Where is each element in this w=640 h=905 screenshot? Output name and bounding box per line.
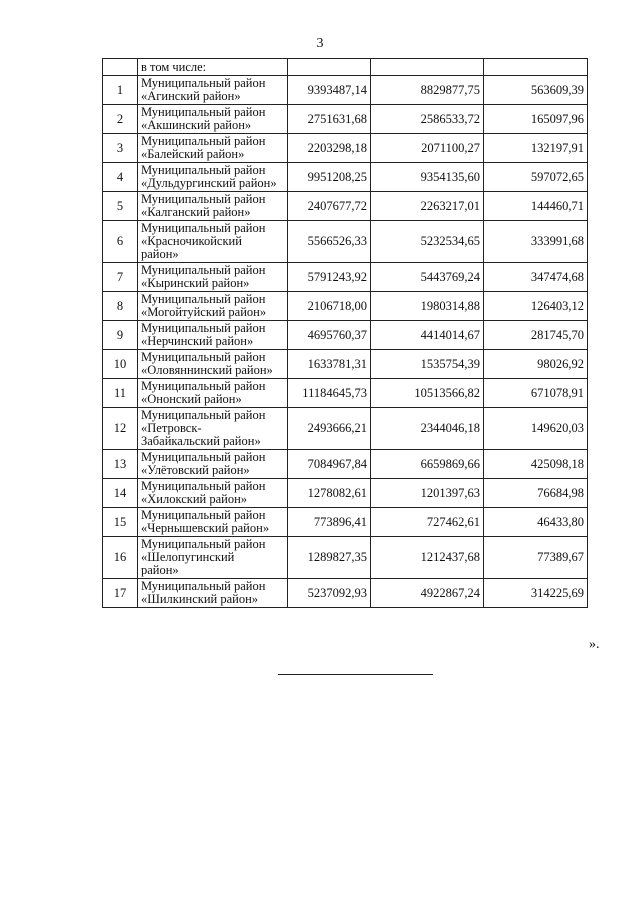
district-name-cell [138,579,288,608]
district-name-line: Муниципальный район [141,105,266,119]
district-name-line: «Ононский район» [141,392,242,406]
district-name-cell [138,350,288,379]
district-name-cell [138,221,288,263]
district-name-line: Муниципальный район [141,408,266,422]
district-name-line: «Хилокский район» [141,492,248,506]
district-name-cell [138,537,288,579]
table-row [103,134,588,163]
row-number: 4 [103,163,138,192]
amount-part-2: 165097,96 [484,105,588,134]
amount-part-1: 2344046,18 [371,408,484,450]
district-name-line: «Шелопугинский [141,550,235,564]
amount-total: 773896,41 [288,508,371,537]
district-name-line: Муниципальный район [141,221,266,235]
district-name-line: «Балейский район» [141,147,245,161]
row-number: 6 [103,221,138,263]
district-name-cell [138,263,288,292]
table-row [103,105,588,134]
district-name-line: Муниципальный район [141,350,266,364]
district-name-line: Муниципальный район [141,134,266,148]
row-number: 14 [103,479,138,508]
district-name-line: «Петровск- [141,421,202,435]
row-number: 9 [103,321,138,350]
amount-part-1: 9354135,60 [371,163,484,192]
table-header-row [103,59,588,76]
row-number: 8 [103,292,138,321]
header-num-cell [103,59,138,76]
closing-mark: ». [589,637,600,652]
row-number: 17 [103,579,138,608]
district-name-line: «Улётовский район» [141,463,250,477]
amount-part-1: 10513566,82 [371,379,484,408]
district-name-line: «Оловяннинский район» [141,363,273,377]
amount-total: 1289827,35 [288,537,371,579]
amount-part-1: 2586533,72 [371,105,484,134]
district-name-line: Забайкальский район» [141,434,261,448]
amount-part-1: 4414014,67 [371,321,484,350]
amount-part-2: 671078,91 [484,379,588,408]
row-number: 2 [103,105,138,134]
district-name-line: «Шилкинский район» [141,592,259,606]
table-row [103,321,588,350]
table-row [103,537,588,579]
amount-part-2: 347474,68 [484,263,588,292]
amount-total: 4695760,37 [288,321,371,350]
amount-part-1: 1535754,39 [371,350,484,379]
table-row [103,379,588,408]
row-number: 13 [103,450,138,479]
district-name-line: Муниципальный район [141,537,266,551]
table-row [103,76,588,105]
table-row [103,292,588,321]
district-name-cell [138,76,288,105]
amount-part-1: 5443769,24 [371,263,484,292]
district-name-line: Муниципальный район [141,292,266,306]
district-name-line: Муниципальный район [141,579,266,593]
table-row [103,221,588,263]
amount-part-2: 126403,12 [484,292,588,321]
amount-part-1: 4922867,24 [371,579,484,608]
district-name-line: район» [141,563,179,577]
amount-part-1: 2071100,27 [371,134,484,163]
district-name-line: Муниципальный район [141,508,266,522]
table-row [103,163,588,192]
district-name-cell [138,292,288,321]
row-number: 15 [103,508,138,537]
district-name-cell [138,379,288,408]
district-name-line: «Акшинский район» [141,118,252,132]
row-number: 7 [103,263,138,292]
amount-part-2: 77389,67 [484,537,588,579]
district-name-line: «Чернышевский район» [141,521,270,535]
amount-part-2: 46433,80 [484,508,588,537]
district-name-cell [138,163,288,192]
district-name-line: «Кыринский район» [141,276,250,290]
amount-part-2: 333991,68 [484,221,588,263]
district-name-line: Муниципальный район [141,479,266,493]
amount-total: 9393487,14 [288,76,371,105]
amount-part-2: 98026,92 [484,350,588,379]
amount-part-1: 1201397,63 [371,479,484,508]
header-v2-cell [371,59,484,76]
amount-total: 2493666,21 [288,408,371,450]
header-label-cell: в том числе: [138,59,288,76]
row-number: 11 [103,379,138,408]
amount-part-2: 597072,65 [484,163,588,192]
amount-part-1: 727462,61 [371,508,484,537]
amount-part-2: 149620,03 [484,408,588,450]
amount-part-2: 144460,71 [484,192,588,221]
row-number: 10 [103,350,138,379]
table-row [103,508,588,537]
amount-part-1: 1980314,88 [371,292,484,321]
table-row [103,408,588,450]
amount-part-1: 2263217,01 [371,192,484,221]
district-name-line: Муниципальный район [141,76,266,90]
amount-part-2: 425098,18 [484,450,588,479]
amount-total: 5791243,92 [288,263,371,292]
district-name-line: «Дульдургинский район» [141,176,277,190]
row-number: 5 [103,192,138,221]
district-name-line: «Агинский район» [141,89,241,103]
row-number: 16 [103,537,138,579]
page-number: 3 [316,36,324,51]
district-name-cell [138,105,288,134]
district-name-cell [138,134,288,163]
amount-part-2: 132197,91 [484,134,588,163]
district-name-line: «Могойтуйский район» [141,305,267,319]
district-name-cell [138,192,288,221]
amount-total: 1633781,31 [288,350,371,379]
amount-total: 7084967,84 [288,450,371,479]
table-row [103,450,588,479]
signature-line [278,674,433,675]
amount-part-2: 314225,69 [484,579,588,608]
table-row [103,192,588,221]
table-row [103,479,588,508]
table-row [103,350,588,379]
amount-part-1: 8829877,75 [371,76,484,105]
district-name-line: Муниципальный район [141,192,266,206]
amount-total: 2407677,72 [288,192,371,221]
district-name-cell [138,450,288,479]
district-name-cell [138,508,288,537]
district-name-line: Муниципальный район [141,450,266,464]
district-name-line: район» [141,247,179,261]
amount-part-1: 1212437,68 [371,537,484,579]
table-body [103,59,588,608]
table-row [103,579,588,608]
district-name-cell [138,321,288,350]
amount-total: 11184645,73 [288,379,371,408]
amount-total: 9951208,25 [288,163,371,192]
district-name-line: Муниципальный район [141,163,266,177]
district-name-line: «Калганский район» [141,205,251,219]
amount-part-2: 563609,39 [484,76,588,105]
amount-total: 2106718,00 [288,292,371,321]
table-row [103,263,588,292]
amount-total: 5566526,33 [288,221,371,263]
amount-part-1: 5232534,65 [371,221,484,263]
district-name-line: Муниципальный район [141,263,266,277]
amount-total: 1278082,61 [288,479,371,508]
district-name-cell [138,408,288,450]
header-v1-cell [288,59,371,76]
row-number: 1 [103,76,138,105]
amount-total: 2751631,68 [288,105,371,134]
district-name-line: «Нерчинский район» [141,334,254,348]
district-name-line: Муниципальный район [141,321,266,335]
row-number: 12 [103,408,138,450]
amount-part-2: 281745,70 [484,321,588,350]
amount-part-2: 76684,98 [484,479,588,508]
amount-part-1: 6659869,66 [371,450,484,479]
district-name-cell [138,479,288,508]
header-v3-cell [484,59,588,76]
row-number: 3 [103,134,138,163]
district-name-line: «Красночикойский [141,234,242,248]
amount-total: 2203298,18 [288,134,371,163]
district-name-line: Муниципальный район [141,379,266,393]
budget-table [102,58,588,608]
amount-total: 5237092,93 [288,579,371,608]
